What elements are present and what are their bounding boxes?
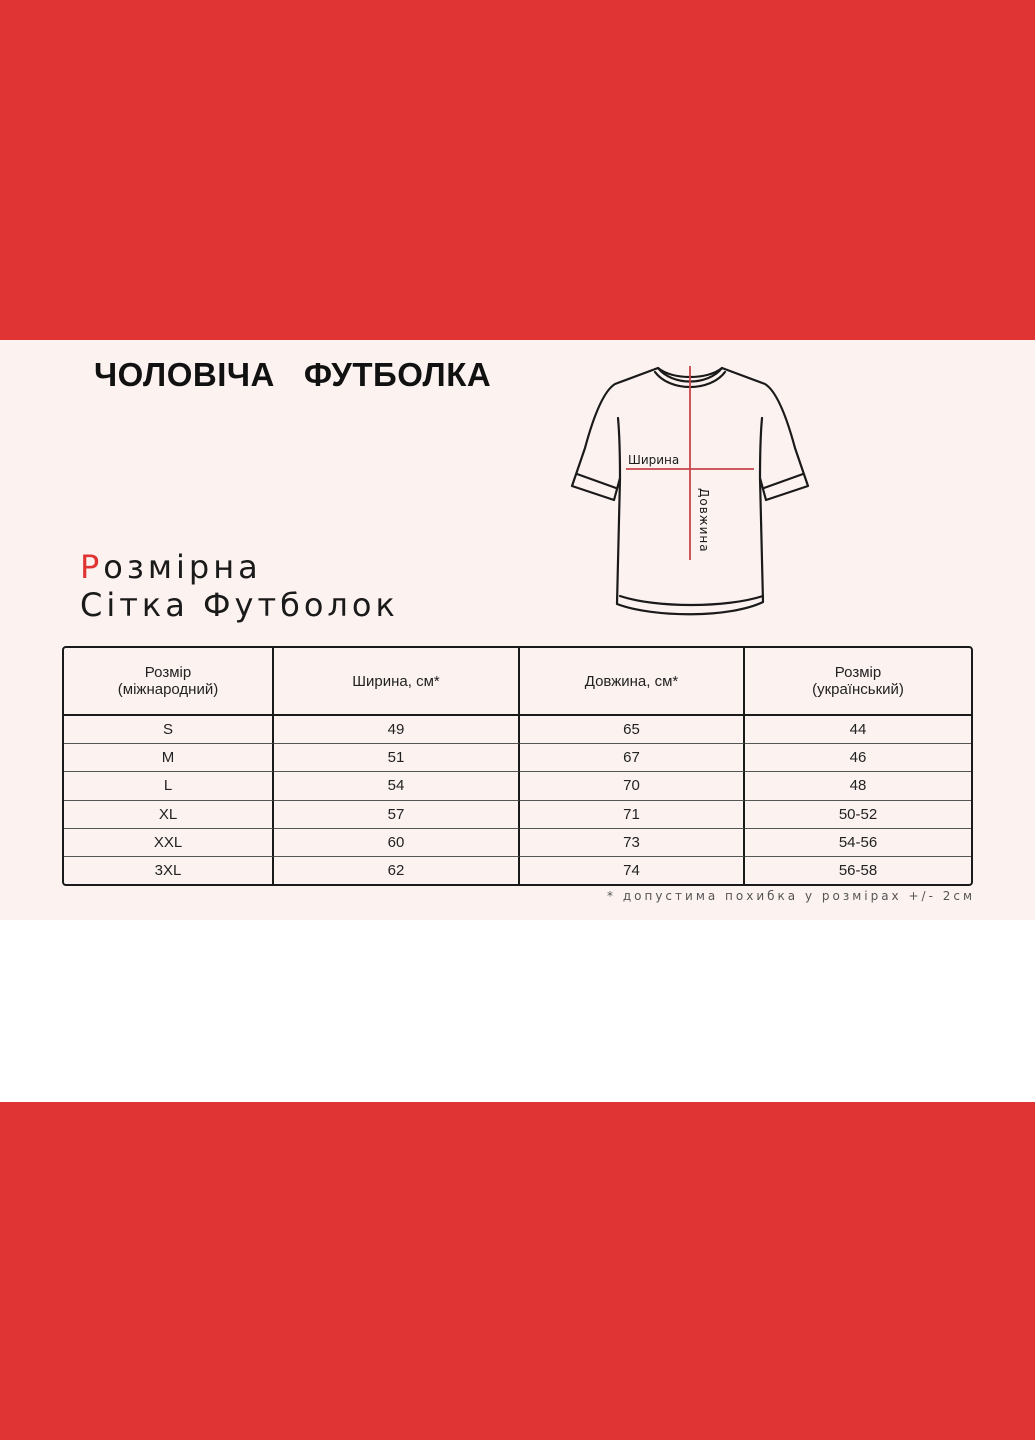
top-red-band — [0, 0, 1035, 340]
table-header-row — [64, 648, 971, 716]
cell-intl-size: S — [64, 716, 274, 744]
cell-width: 54 — [274, 772, 520, 800]
width-label: Ширина — [628, 453, 680, 467]
cell-length: 70 — [520, 772, 745, 800]
heading-line1-rest: озмірна — [103, 548, 262, 586]
table-row — [64, 801, 971, 829]
cell-length: 71 — [520, 801, 745, 829]
length-label: Довжина — [697, 488, 711, 553]
cell-width: 51 — [274, 744, 520, 772]
cell-intl-size: 3XL — [64, 857, 274, 884]
header-intl-size-line2: (міжнародний) — [117, 681, 219, 698]
page-title: ЧОЛОВІЧА ФУТБОЛКА — [94, 356, 492, 393]
cell-intl-size: XXL — [64, 829, 274, 857]
header-intl-size — [64, 648, 274, 716]
cell-intl-size: L — [64, 772, 274, 800]
cell-length: 73 — [520, 829, 745, 857]
cell-ua-size: 44 — [745, 716, 971, 744]
cell-length: 65 — [520, 716, 745, 744]
cell-ua-size: 54-56 — [745, 829, 971, 857]
tolerance-footnote: * допустима похибка у розмірах +/- 2см — [607, 889, 975, 903]
header-ua-size-line1: Розмір — [834, 664, 882, 681]
cell-width: 49 — [274, 716, 520, 744]
bottom-red-band — [0, 1102, 1035, 1440]
cell-ua-size: 48 — [745, 772, 971, 800]
cell-length: 74 — [520, 857, 745, 884]
header-intl-size-line1: Розмір — [144, 664, 192, 681]
header-length: Довжина, см* — [520, 648, 745, 716]
table-row — [64, 772, 971, 800]
header-ua-size-line2: (український) — [812, 681, 904, 698]
size-grid-heading — [80, 548, 399, 624]
cell-length: 67 — [520, 744, 745, 772]
heading-line2: Сітка Футболок — [80, 586, 399, 624]
header-ua-size — [745, 648, 971, 716]
cell-width: 57 — [274, 801, 520, 829]
cell-ua-size: 50-52 — [745, 801, 971, 829]
table-row — [64, 857, 971, 884]
tshirt-measurement-diagram — [560, 360, 820, 630]
cell-intl-size: XL — [64, 801, 274, 829]
heading-accent-letter: Р — [80, 548, 104, 586]
cell-ua-size: 56-58 — [838, 861, 878, 879]
size-table — [62, 646, 973, 886]
cell-width: 60 — [274, 829, 520, 857]
table-row — [64, 716, 971, 744]
table-row — [64, 744, 971, 772]
cell-ua-size: 46 — [745, 744, 971, 772]
cell-intl-size: M — [64, 744, 274, 772]
cell-width: 62 — [274, 857, 520, 884]
header-width: Ширина, см* — [274, 648, 520, 716]
table-row — [64, 829, 971, 857]
